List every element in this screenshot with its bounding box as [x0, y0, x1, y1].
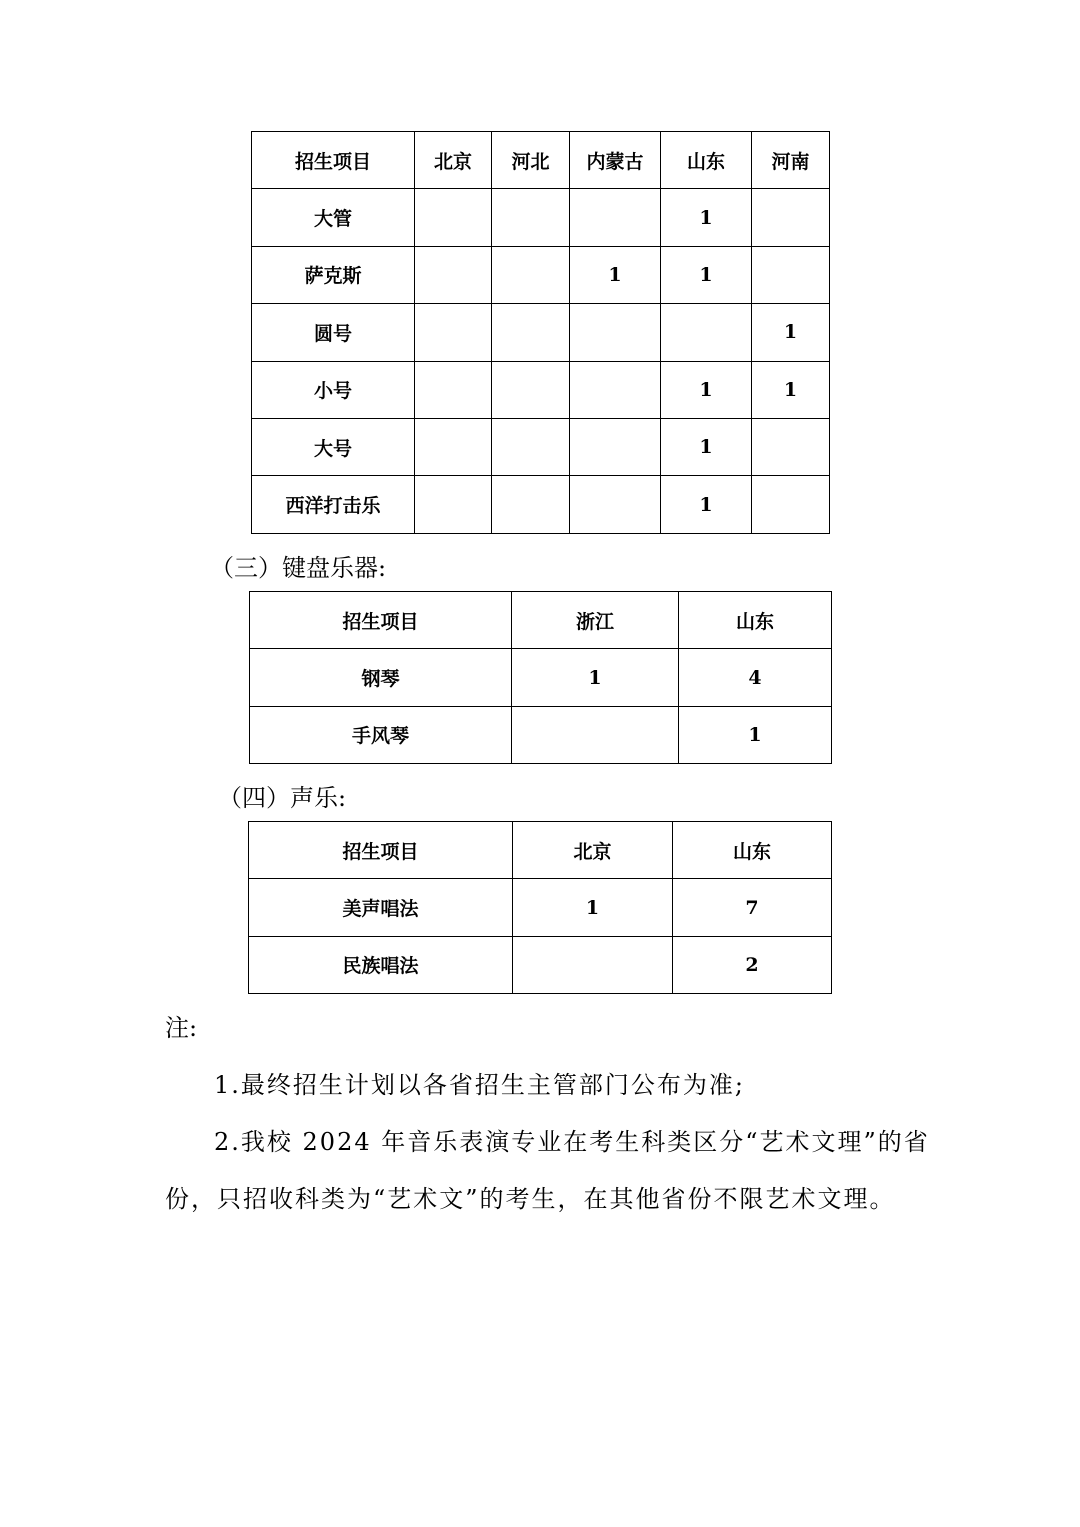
vocal-table	[248, 821, 832, 994]
table-cell: 钢琴	[250, 649, 512, 706]
table-row	[252, 189, 830, 246]
table-cell	[492, 189, 570, 246]
table-cell: 萨克斯	[252, 246, 415, 303]
table-cell	[415, 476, 492, 533]
table-cell: 小号	[252, 361, 415, 418]
table-cell	[492, 304, 570, 361]
table-row	[252, 246, 830, 303]
table-row	[252, 418, 830, 475]
table-cell: 1	[752, 304, 830, 361]
table-header-row	[250, 592, 832, 649]
table-cell: 1	[661, 418, 752, 475]
table-header-row	[252, 132, 830, 189]
table-cell	[512, 706, 679, 763]
table-row	[249, 879, 832, 936]
table-row	[252, 476, 830, 533]
table-row	[250, 649, 832, 706]
table-cell	[661, 304, 752, 361]
table-cell: 大管	[252, 189, 415, 246]
table-row	[250, 706, 832, 763]
table-cell	[570, 418, 661, 475]
table-row	[252, 361, 830, 418]
notes-label: 注:	[165, 1014, 198, 1042]
table-cell	[752, 476, 830, 533]
note-item-2-line-2: 份，只招收科类为“艺术文”的考生，在其他省份不限艺术文理。	[165, 1185, 896, 1213]
brass-table-body	[252, 132, 830, 534]
table-cell	[492, 361, 570, 418]
table-cell: 手风琴	[250, 706, 512, 763]
table-cell	[415, 418, 492, 475]
table-cell: 美声唱法	[249, 879, 513, 936]
table-header-cell: 河北	[492, 132, 570, 189]
note-item-1: 1.最终招生计划以各省招生主管部门公布为准;	[214, 1071, 745, 1099]
table-cell	[752, 418, 830, 475]
table-header-cell: 山东	[679, 592, 832, 649]
table-cell: 1	[661, 189, 752, 246]
vocal-section-heading: （四）声乐:	[218, 784, 347, 812]
table-cell: 1	[661, 476, 752, 533]
table-cell	[513, 936, 673, 993]
table-cell: 1	[661, 246, 752, 303]
table-cell	[570, 361, 661, 418]
table-header-cell: 山东	[673, 822, 832, 879]
table-cell: 7	[673, 879, 832, 936]
table-cell: 1	[570, 246, 661, 303]
table-cell	[492, 476, 570, 533]
vocal-table-body	[249, 822, 832, 994]
table-header-cell: 内蒙古	[570, 132, 661, 189]
table-cell: 1	[679, 706, 832, 763]
table-cell	[492, 418, 570, 475]
table-cell: 大号	[252, 418, 415, 475]
table-cell: 1	[661, 361, 752, 418]
table-row	[252, 304, 830, 361]
table-header-cell: 北京	[513, 822, 673, 879]
table-header-cell: 北京	[415, 132, 492, 189]
keyboard-section-heading: （三）键盘乐器:	[210, 554, 387, 582]
table-cell: 4	[679, 649, 832, 706]
table-cell	[570, 476, 661, 533]
table-header-row	[249, 822, 832, 879]
table-cell	[415, 189, 492, 246]
table-header-cell: 浙江	[512, 592, 679, 649]
table-cell: 圆号	[252, 304, 415, 361]
table-cell	[415, 246, 492, 303]
table-cell: 2	[673, 936, 832, 993]
table-cell: 民族唱法	[249, 936, 513, 993]
table-cell	[415, 361, 492, 418]
table-header-cell: 河南	[752, 132, 830, 189]
table-cell: 1	[752, 361, 830, 418]
table-cell: 1	[513, 879, 673, 936]
table-cell: 西洋打击乐	[252, 476, 415, 533]
table-row	[249, 936, 832, 993]
keyboard-table-body	[250, 592, 832, 764]
table-cell	[415, 304, 492, 361]
table-cell	[570, 189, 661, 246]
brass-table	[251, 131, 830, 534]
table-cell	[492, 246, 570, 303]
table-header-cell: 招生项目	[250, 592, 512, 649]
table-cell: 1	[512, 649, 679, 706]
table-header-cell: 山东	[661, 132, 752, 189]
table-header-cell: 招生项目	[252, 132, 415, 189]
note-item-2-line-1: 2.我校 2024 年音乐表演专业在考生科类区分“艺术文理”的省	[214, 1128, 930, 1156]
table-cell	[752, 246, 830, 303]
table-cell	[570, 304, 661, 361]
table-header-cell: 招生项目	[249, 822, 513, 879]
table-cell	[752, 189, 830, 246]
keyboard-table	[249, 591, 832, 764]
